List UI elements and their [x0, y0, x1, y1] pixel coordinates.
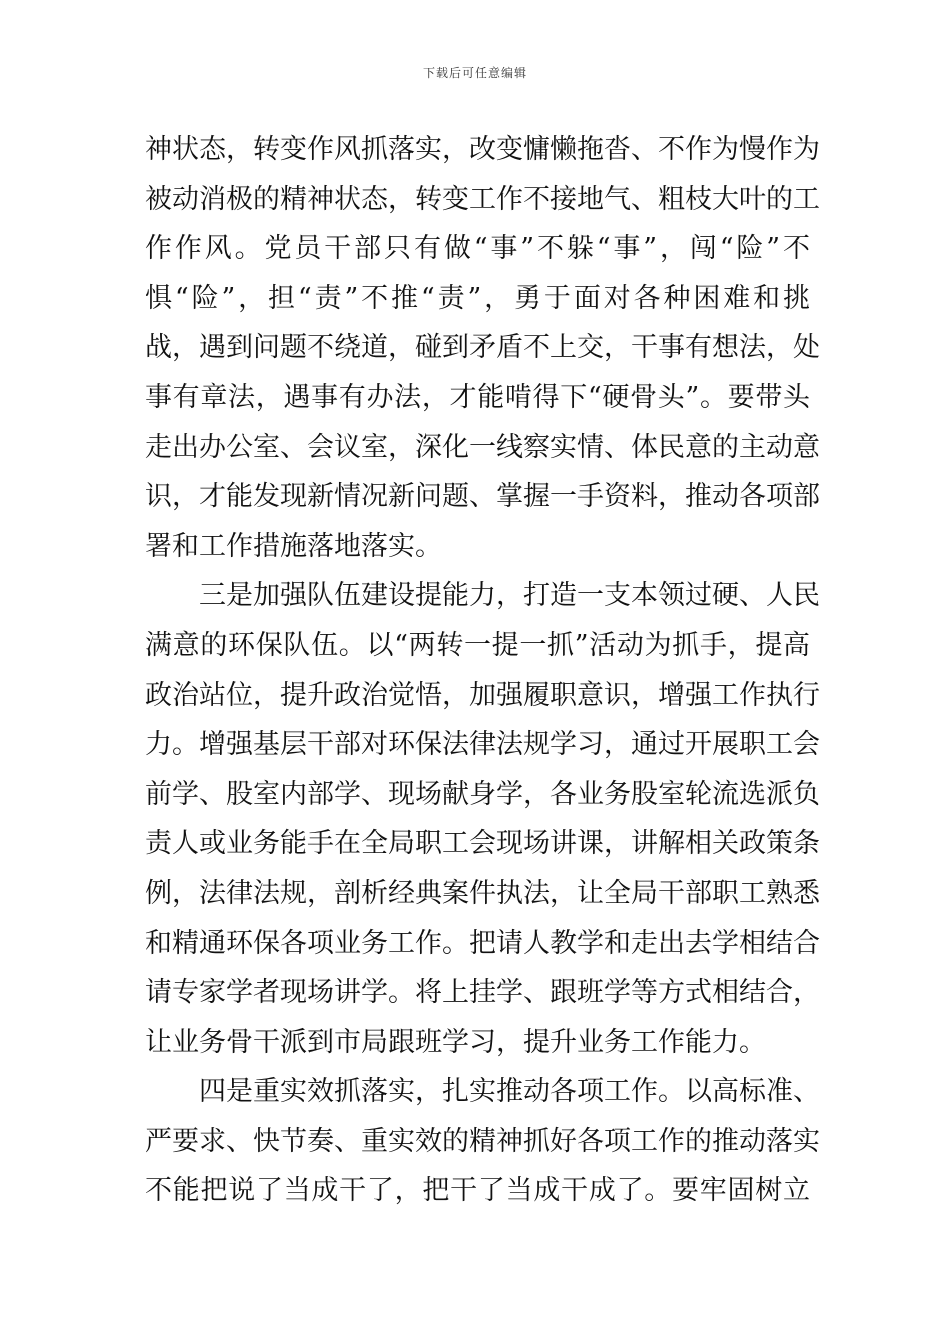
text-line: 走出办公室、会议室，深化一线察实情、体民意的主动意	[145, 431, 820, 463]
text-line: 满意的环保队伍。以“两转一提一抓”活动为抓手，提高	[145, 629, 810, 661]
paragraph-start-line: 四是重实效抓落实，扎实推动各项工作。以高标准、	[199, 1076, 820, 1108]
text-line: 作作风。党员干部只有做“事”不躲“事”，闯“险”不	[145, 233, 810, 265]
paragraph-start-line: 三是加强队伍建设提能力，打造一支本领过硬、人民	[199, 580, 820, 612]
text-line: 战，遇到问题不绕道，碰到矛盾不上交，干事有想法，处	[145, 332, 820, 364]
text-line: 识，才能发现新情况新问题、掌握一手资料，推动各项部	[145, 481, 820, 513]
text-line: 事有章法，遇事有办法，才能啃得下“硬骨头”。要带头	[145, 381, 810, 413]
text-line: 和精通环保各项业务工作。把请人教学和走出去学相结合	[145, 927, 820, 959]
text-line: 让业务骨干派到市局跟班学习，提升业务工作能力。	[145, 1026, 766, 1058]
text-line: 力。增强基层干部对环保法律法规学习，通过开展职工会	[145, 729, 820, 761]
text-line: 责人或业务能手在全局职工会现场讲课，讲解相关政策条	[145, 828, 820, 860]
text-line: 惧“险”，担“责”不推“责”，勇于面对各种困难和挑	[145, 282, 810, 314]
document-body	[145, 125, 820, 1216]
text-line: 请专家学者现场讲学。将上挂学、跟班学等方式相结合，	[145, 977, 820, 1009]
text-line: 神状态，转变作风抓落实，改变慵懒拖沓、不作为慢作为	[145, 134, 820, 165]
text-line: 政治站位，提升政治觉悟，加强履职意识，增强工作执行	[145, 679, 820, 711]
text-line: 严要求、快节奏、重实效的精神抓好各项工作的推动落实	[145, 1125, 820, 1157]
text-line: 不能把说了当成干了，把干了当成干成了。要牢固树立	[145, 1175, 810, 1207]
text-line: 前学、股室内部学、现场献身学，各业务股室轮流选派负	[145, 778, 820, 810]
page-header: 下载后可任意编辑	[422, 66, 527, 80]
text-line: 被动消极的精神状态，转变工作不接地气、粗枝大叶的工	[145, 183, 820, 215]
text-line: 例，法律法规，剖析经典案件执法，让全局干部职工熟悉	[145, 877, 820, 909]
text-line: 署和工作措施落地落实。	[145, 530, 442, 562]
